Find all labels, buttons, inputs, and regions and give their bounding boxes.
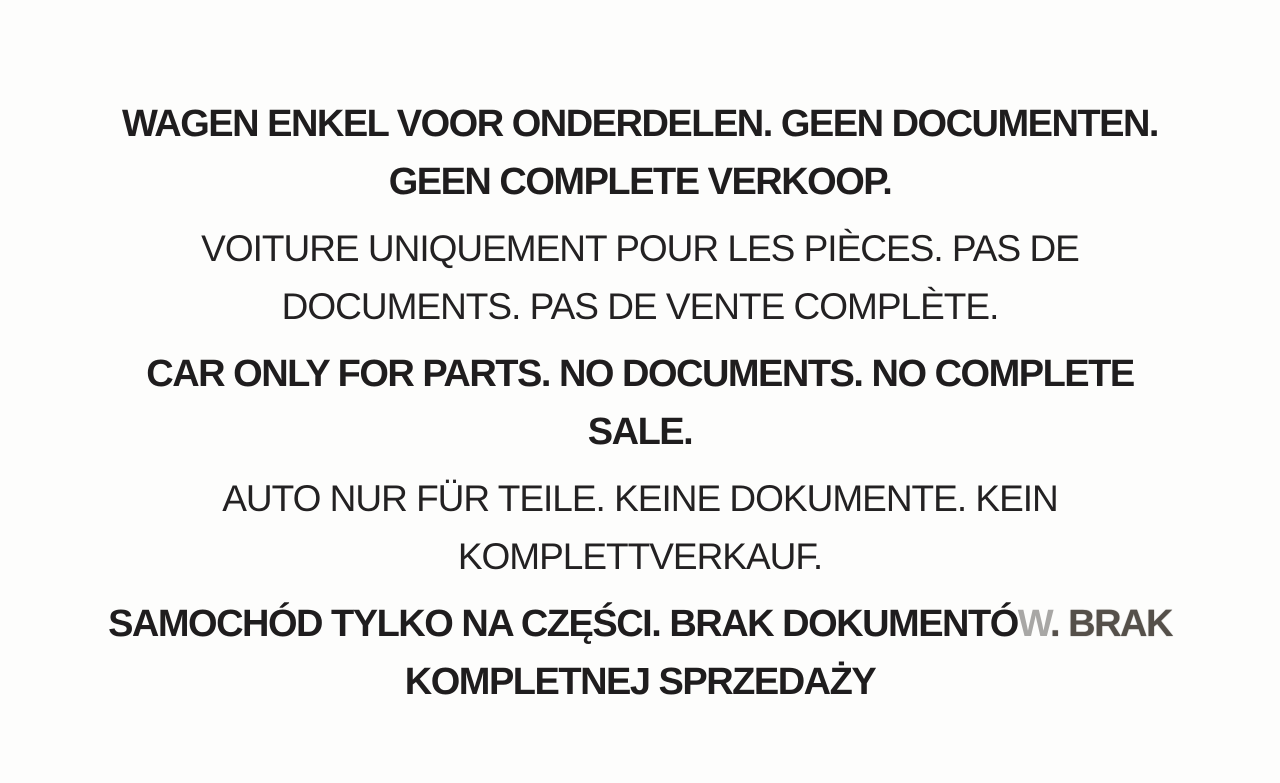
notice-line-polish-1 <box>0 595 1280 653</box>
notice-paragraph-dutch <box>0 95 1280 211</box>
notice-paragraph-polish <box>0 595 1280 711</box>
notice-paragraph-german <box>0 470 1280 586</box>
notice-line-french-2: DOCUMENTS. PAS DE VENTE COMPLÈTE. <box>281 286 999 327</box>
notice-line-english-1: CAR ONLY FOR PARTS. NO DOCUMENTS. NO COMPLETE <box>146 353 1134 395</box>
notice-line-dutch-2: GEEN COMPLETE VERKOOP. <box>388 161 892 203</box>
notice-line-dutch-1: WAGEN ENKEL VOOR ONDERDELEN. GEEN DOCUMENTEN. <box>121 103 1158 145</box>
notice-polish-faded-dark-segment: . BRAK <box>1050 603 1172 645</box>
notice-paragraph-french <box>0 220 1280 336</box>
notice-line-german-1: AUTO NUR FÜR TEILE. KEINE DOKUMENTE. KEIN <box>222 478 1058 519</box>
notice-line-polish-2: KOMPLETNEJ SPRZEDAŻY <box>404 661 876 703</box>
notice-line-german-2: KOMPLETTVERKAUF. <box>457 536 823 577</box>
notice-line-french-1: VOITURE UNIQUEMENT POUR LES PIÈCES. PAS DE <box>201 228 1079 269</box>
notice-polish-faded-light-segment: W <box>1017 603 1051 645</box>
notice-line-english-2: SALE. <box>587 411 693 453</box>
notice-polish-black-segment: SAMOCHÓD TYLKO NA CZĘŚCI. BRAK DOKUMENTÓ <box>108 603 1018 645</box>
notice-paragraph-english <box>0 345 1280 461</box>
